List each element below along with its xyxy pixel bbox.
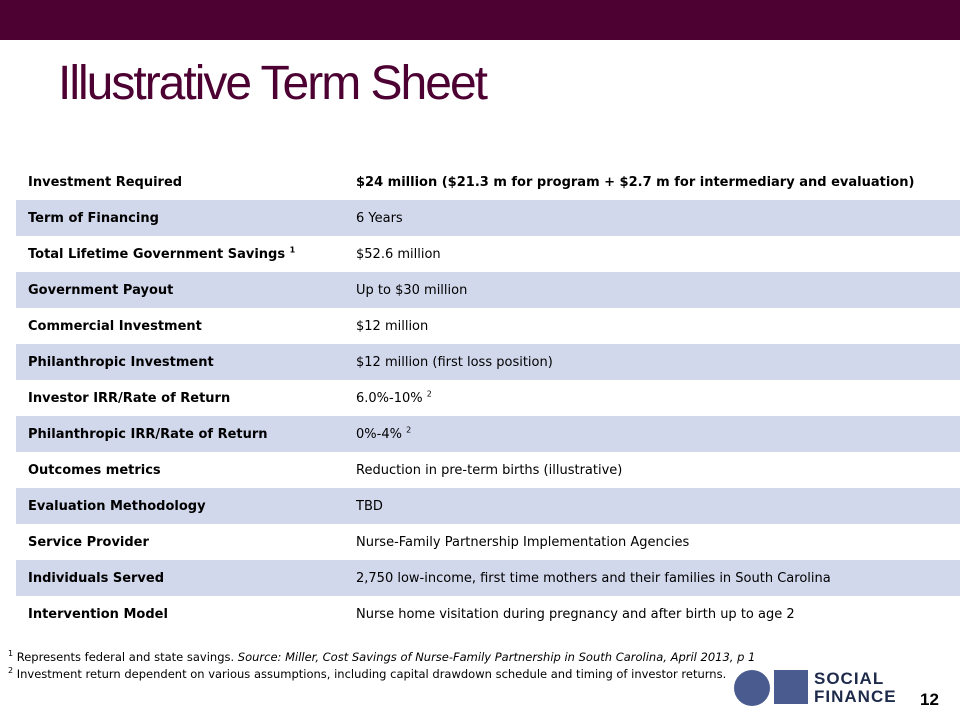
- table-row: [16, 488, 960, 524]
- row-label: Intervention Model: [28, 606, 168, 622]
- row-label: Philanthropic IRR/Rate of Return: [28, 426, 268, 442]
- row-label: Investment Required: [28, 174, 183, 190]
- row-value: 0%-4% $^2$: [356, 425, 412, 442]
- row-label: Evaluation Methodology: [28, 498, 206, 514]
- table-row: [16, 308, 960, 344]
- table-row: [16, 272, 960, 308]
- row-value: Up to $30 million: [356, 282, 468, 298]
- footnote-ref: 1: [289, 245, 296, 255]
- row-label: Total Lifetime Government Savings $^1$: [28, 245, 296, 262]
- table-row: [16, 344, 960, 380]
- row-value: $12 million (first loss position): [356, 354, 553, 370]
- table-row: [16, 164, 960, 200]
- row-label: Philanthropic Investment: [28, 354, 214, 370]
- footnote-2: $^2$ Investment return dependent on various assumptions, including capital drawdown schedule and timing of investor returns.: [8, 666, 727, 681]
- page-number: 12: [920, 690, 939, 709]
- term-sheet-table: [16, 164, 960, 632]
- row-label: Service Provider: [28, 534, 149, 550]
- table-row: [16, 452, 960, 488]
- row-value: 2,750 low-income, first time mothers and their families in South Carolina: [356, 570, 831, 586]
- row-value: $24 million ($21.3 m for program + $2.7 m for intermediary and evaluation): [356, 174, 915, 190]
- row-value: 6.0%-10% $^2$: [356, 389, 432, 406]
- row-value: Reduction in pre-term births (illustrative): [356, 462, 623, 478]
- row-label: Government Payout: [28, 282, 174, 298]
- row-value: Nurse home visitation during pregnancy and after birth up to age 2: [356, 606, 795, 622]
- row-label: Individuals Served: [28, 570, 165, 586]
- logo-square-icon: [774, 670, 808, 704]
- table-row: [16, 380, 960, 416]
- row-value: $52.6 million: [356, 246, 441, 262]
- row-label: Term of Financing: [28, 210, 159, 226]
- footnotes: [8, 649, 768, 683]
- row-value: $12 million: [356, 318, 429, 334]
- row-label: Outcomes metrics: [28, 462, 161, 478]
- row-value: Nurse-Family Partnership Implementation Agencies: [356, 534, 690, 550]
- table-row: [16, 236, 960, 272]
- logo-wordmark: SOCIAL FINANCE: [814, 669, 897, 706]
- row-value: 6 Years: [356, 210, 403, 226]
- table-row: [16, 200, 960, 236]
- table-row: [16, 416, 960, 452]
- footnote-ref: 2: [426, 389, 432, 399]
- row-label: Commercial Investment: [28, 318, 202, 334]
- footnote-ref: 2: [406, 425, 412, 435]
- table-row: [16, 524, 960, 560]
- slide-title: Illustrative Term Sheet: [58, 57, 486, 110]
- table-row: [16, 596, 960, 632]
- footnote-source: Source: Miller, Cost Savings of Nurse-Family Partnership in South Carolina, April 2013, p 1: [237, 650, 756, 664]
- top-banner: [0, 0, 960, 40]
- row-label: Investor IRR/Rate of Return: [28, 390, 231, 406]
- footnote-1: $^1$ Represents federal and state savings. Source: Miller, Cost Savings of Nurse-Family Partnership in South Carolina, April 2013, p 1: [8, 649, 756, 664]
- logo-circle-icon: [734, 670, 770, 706]
- table-row: [16, 560, 960, 596]
- row-value: TBD: [356, 498, 383, 514]
